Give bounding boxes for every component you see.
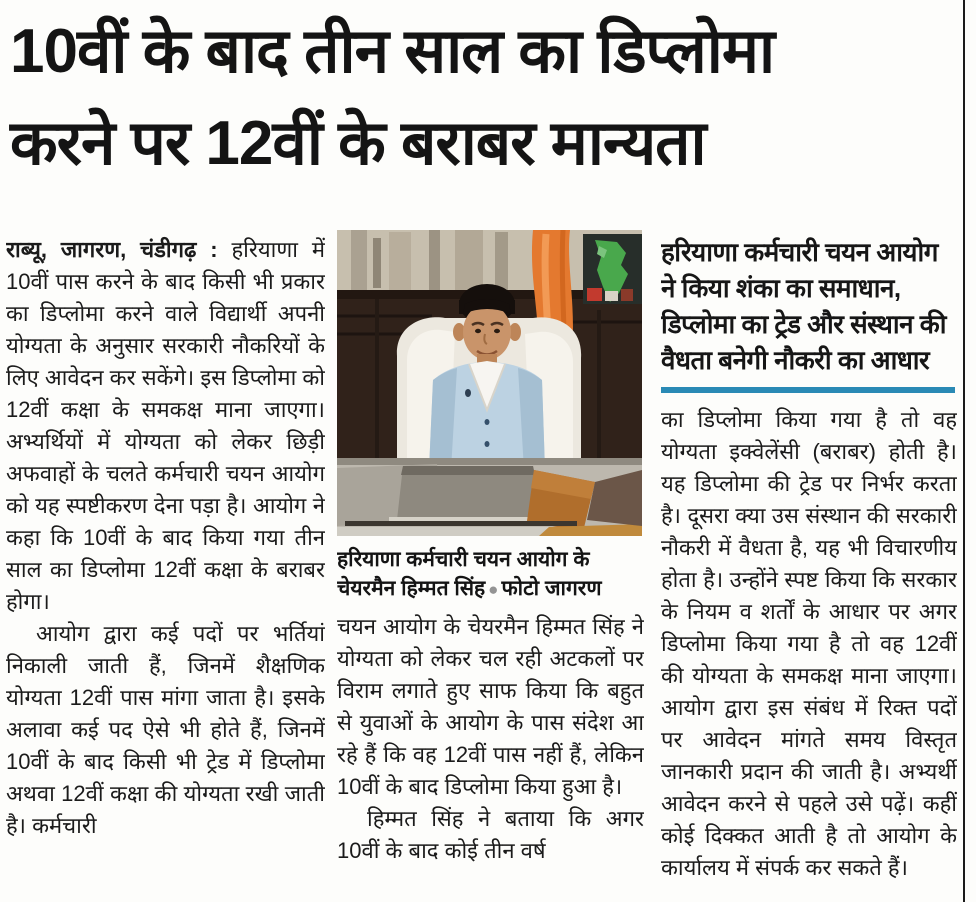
chairman-photo (337, 230, 642, 536)
left-paragraph-1 (6, 234, 325, 618)
right-paragraph-1: का डिप्लोमा किया गया है तो वह योग्यता इक्वेलेंसी (बराबर) होती है। यह डिप्लोमा की ट्रेड पर निर्भर करता है। दूसरा क्या उस संस्थान की सरकारी नौकरी में वैधता है, यह भी विचारणीय होता है। उन्होंने स्पष्ट किया कि सरकार के नियम व शर्तों के आधार पर अगर डिप्लोमा किया गया है तो वह 12वीं की योग्यता के समकक्ष माना जाएगा। आयोग द्वारा इस संबंध में रिक्त पदों पर आवेदन मांगते समय विस्तृत जानकारी प्रदान की जाती है। अभ्यर्थी आवेदन करने से पहले उसे पढ़ें। कहीं कोई दिक्कत आती है तो आयोग के कार्यालय में संपर्क कर सकते हैं। (661, 407, 957, 880)
right-column-rule (963, 0, 965, 902)
article-column-right (661, 234, 957, 898)
dateline: राब्यू, जागरण, चंडीगढ़ : (6, 237, 218, 262)
left-paragraph-2: आयोग द्वारा कई पदों पर भर्तियां निकाली जाती हैं, जिनमें शैक्षणिक योग्यता 12वीं पास मांगा जाता है। इसके अलावा कई पद ऐसे भी होते हैं, जिनमें 10वीं के बाद किसी भी ट्रेड में डिप्लोमा अथवा 12वीं कक्षा की योग्यता रखी जाती है। कर्मचारी (6, 621, 325, 838)
article-headline (10, 6, 958, 190)
middle-paragraph-2: हिम्मत सिंह ने बताया कि अगर 10वीं के बाद कोई तीन वर्ष (337, 806, 644, 863)
photo-caption-text: हरियाणा कर्मचारी चयन आयोग के चेयरमैन हिम्मत सिंह (337, 548, 590, 600)
desk (337, 458, 642, 536)
photo-credit: फोटो जागरण (501, 577, 602, 600)
chairman-photo-illustration (337, 230, 642, 536)
headline-line-1: 10वीं के बाद तीन साल का डिप्लोमा (10, 17, 775, 86)
photo-caption (337, 545, 644, 604)
article-column-middle (337, 230, 644, 900)
photo-credit-bullet-icon: ● (488, 580, 499, 599)
left-paragraph-1-text: हरियाणा में 10वीं पास करने के बाद किसी भी प्रकार का डिप्लोमा करने वाले विद्यार्थी अपनी योग्यता के अनुसार सरकारी नौकरियों के लिए आवेदन कर सकेंगे। इस डिप्लोमा को 12वीं कक्षा के समकक्ष माना जाएगा। अभ्यर्थियों में योग्यता को लेकर छिड़ी अफवाहों के चलते कर्मचारी चयन आयोग को यह स्पष्टीकरण देना पड़ा है। आयोग ने कहा कि 10वीं के बाद किया गया तीन साल का डिप्लोमा 12वीं कक्षा के बराबर होगा। (6, 237, 325, 614)
subheadline-accent-rule (661, 387, 955, 393)
middle-paragraph-1: चयन आयोग के चेयरमैन हिम्मत सिंह ने योग्यता को लेकर चल रही अटकलों पर विराम लगाते हुए साफ किया कि बहुत से युवाओं के आयोग के पास संदेश आ रहे हैं कि वह 12वीं पास नहीं हैं, लेकिन 10वीं के बाद डिप्लोमा किया हुआ है। (337, 614, 644, 799)
headline-line-2: करने पर 12वीं के बराबर मान्यता (10, 109, 706, 178)
article-column-left (6, 234, 325, 898)
india-map-picture (583, 234, 642, 304)
article-subheadline: हरियाणा कर्मचारी चयन आयोग ने किया शंका का समाधान, डिप्लोमा का ट्रेड और संस्थान की वैधता बनेगी नौकरी का आधार (661, 237, 946, 375)
middle-column-body (337, 611, 644, 867)
